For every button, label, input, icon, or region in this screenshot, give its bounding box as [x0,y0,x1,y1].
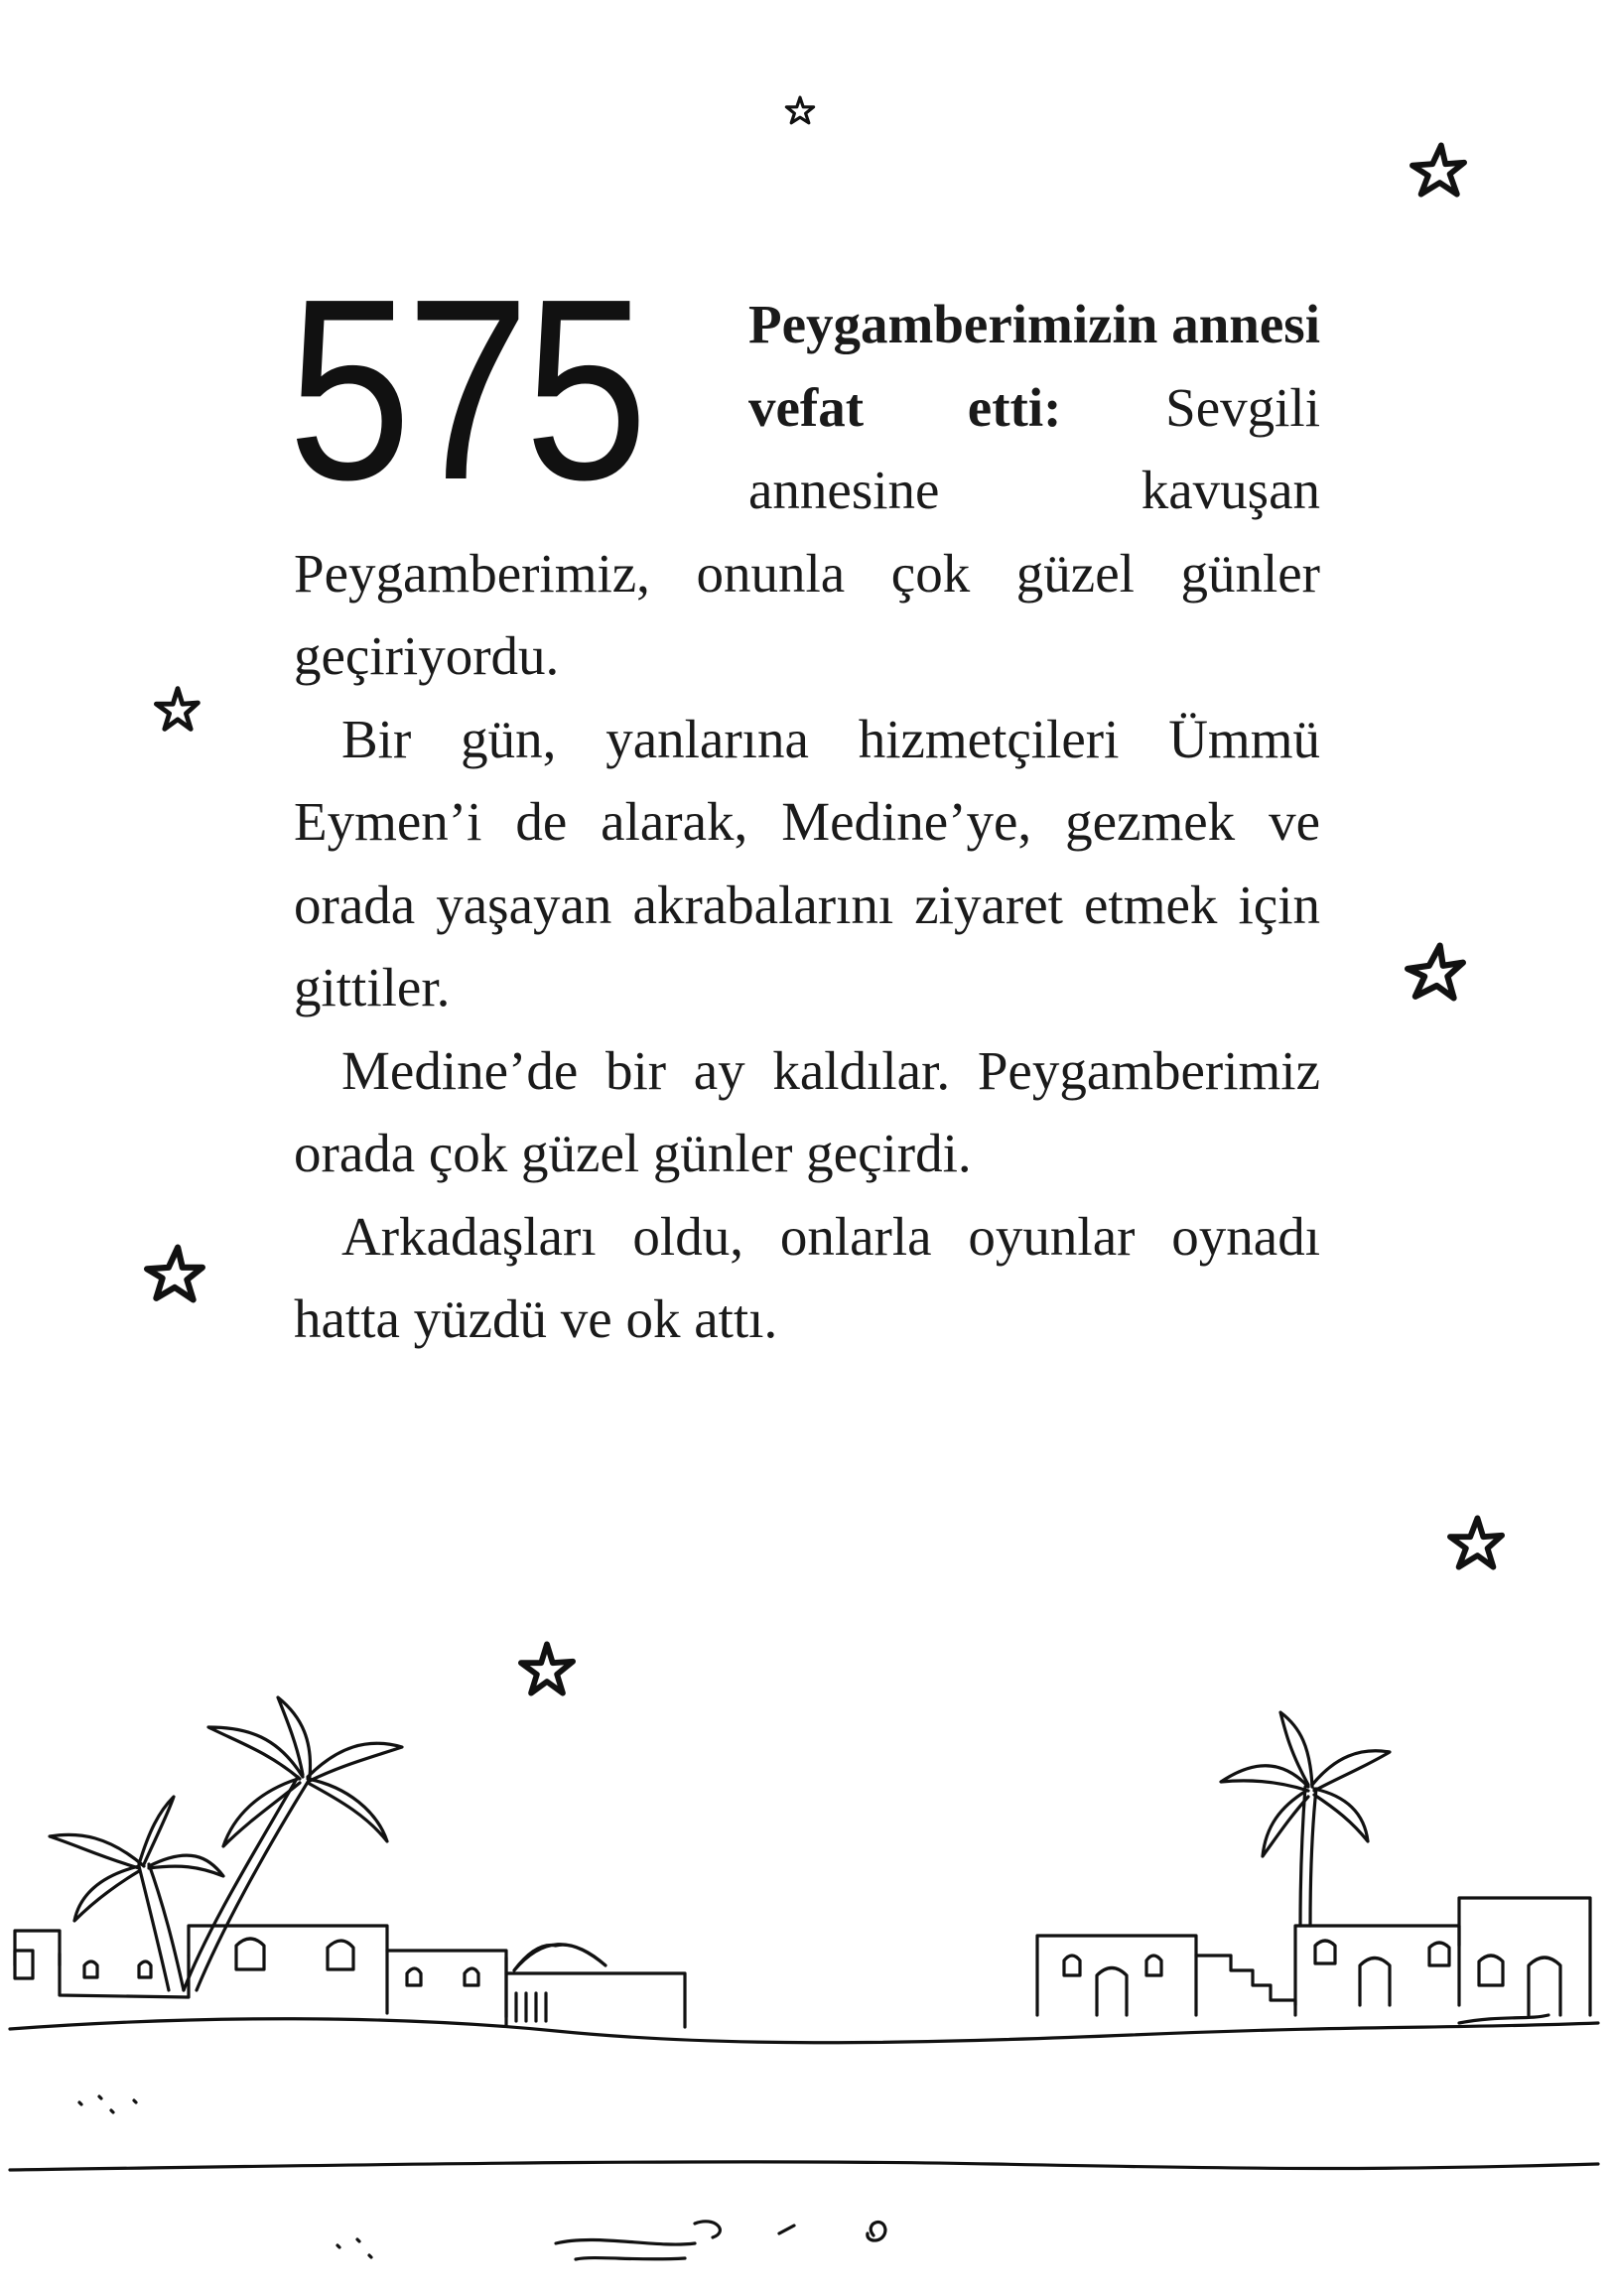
paragraph-2: Bir gün, yanlarına hizmetçileri Ümmü Eymen’i de alarak, Medine’ye, gezmek ve orada yaşayan akrabalarını ziyaret etmek için gittiler. [294,708,1320,1017]
paragraph-3: Medine’de bir ay kaldılar. Peygamberimiz orada çok güzel günler geçirdi. [294,1039,1320,1183]
entry-heading: Peygamberimizin annesi vefat etti: [748,294,1320,438]
paragraph-4: Arkadaşları oldu, onlarla oyunlar oynadı hatta yüzdü ve ok attı. [294,1205,1320,1349]
paragraph-1-text: Sevgili annesine kavuşan Peygamberimiz, onunla çok güzel günler geçiriyordu. [294,376,1320,686]
star-icon [144,1243,205,1304]
desert-town-illustration [0,1549,1612,2296]
star-icon [1410,141,1467,199]
year-numeral: 575 [288,246,643,534]
star-icon [784,94,816,126]
star-icon [154,685,202,733]
star-icon [1405,941,1466,1003]
entry-text [288,246,1320,1361]
